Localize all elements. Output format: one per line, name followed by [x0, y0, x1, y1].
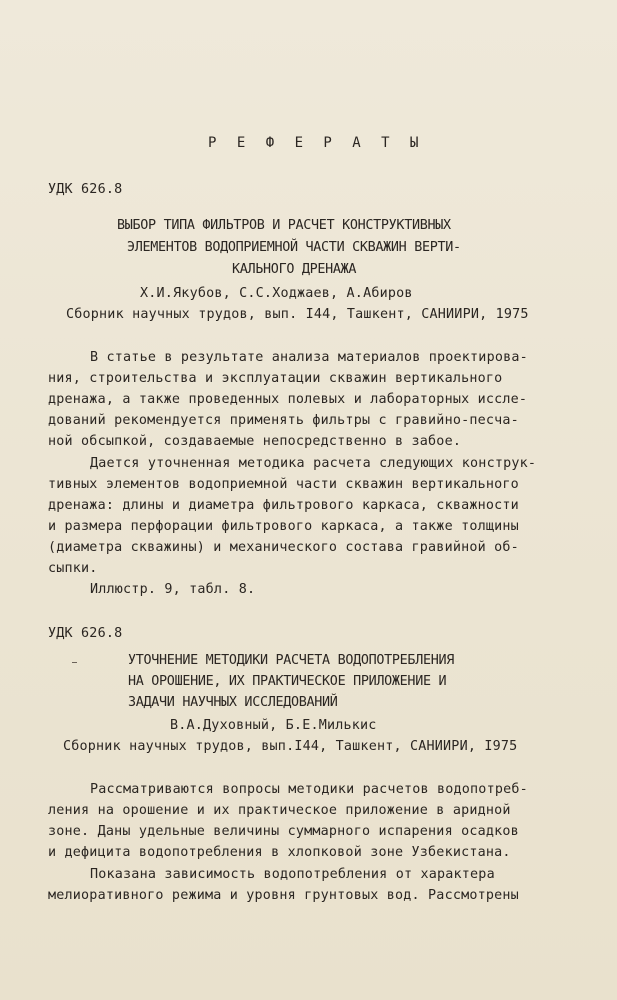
abstract-body-line: зоне. Даны удельные величины суммарного испарения осадков: [48, 824, 519, 839]
page-title: Р Е Ф Е Р А Т Ы: [208, 135, 425, 151]
abstract-body-line: В статье в результате анализа материалов проектирова-: [90, 350, 528, 365]
abstract-body-line: ной обсыпкой, создаваемые непосредственно в забое.: [48, 434, 462, 449]
abstract-body-line: Рассматриваются вопросы методики расчетов водопотреб-: [90, 782, 528, 797]
abstract-authors: В.А.Духовный, Б.Е.Милькис: [170, 718, 377, 733]
margin-mark: [72, 662, 77, 663]
abstract-body-line: дований рекомендуется применять фильтры с гравийно-песча-: [48, 413, 519, 428]
abstract-body-line: Дается уточненная методика расчета следующих конструк-: [90, 456, 537, 471]
abstract-body-line: (диаметра скважины) и механического состава гравийной об-: [48, 540, 519, 555]
abstract-body-line: сыпки.: [48, 561, 98, 576]
abstract-body-line: ния, строительства и эксплуатации скважин вертикального: [48, 371, 503, 386]
udk-code: УДК 626.8: [48, 626, 123, 641]
abstract-body-line: и размера перфорации фильтрового каркаса, а также толщины: [48, 519, 519, 534]
abstract-source: Сборник научных трудов, вып. I44, Ташкент, САНИИРИ, 1975: [66, 307, 529, 322]
abstract-body-line: тивных элементов водоприемной части скважин вертикального: [48, 477, 519, 492]
abstract-body-line: мелиоративного режима и уровня грунтовых вод. Рассмотрены: [48, 888, 519, 903]
abstract-body-line: ления на орошение и их практическое приложение в аридной: [48, 803, 511, 818]
abstract-body-line: дренажа, а также проведенных полевых и лабораторных иссле-: [48, 392, 528, 407]
abstract-title-line: ВЫБОР ТИПА ФИЛЬТРОВ И РАСЧЕТ КОНСТРУКТИВНЫХ: [117, 218, 451, 233]
abstract-body-line: и дефицита водопотребления в хлопковой зоне Узбекистана.: [48, 845, 511, 860]
abstract-title-line: ЗАДАЧИ НАУЧНЫХ ИССЛЕДОВАНИЙ: [128, 695, 338, 710]
abstract-authors: Х.И.Якубов, С.С.Ходжаев, А.Абиров: [140, 286, 413, 301]
abstract-title-line: ЭЛЕМЕНТОВ ВОДОПРИЕМНОЙ ЧАСТИ СКВАЖИН ВЕРТИ-: [127, 240, 461, 255]
abstract-title-line: УТОЧНЕНИЕ МЕТОДИКИ РАСЧЕТА ВОДОПОТРЕБЛЕНИЯ: [128, 653, 454, 668]
abstract-body-line: Показана зависимость водопотребления от характера: [90, 867, 495, 882]
udk-code: УДК 626.8: [48, 182, 123, 197]
abstract-source: Сборник научных трудов, вып.I44, Ташкент, САНИИРИ, I975: [63, 739, 518, 754]
abstract-title-line: КАЛЬНОГО ДРЕНАЖА: [232, 262, 357, 277]
abstract-title-line: НА ОРОШЕНИЕ, ИХ ПРАКТИЧЕСКОЕ ПРИЛОЖЕНИЕ И: [128, 674, 447, 689]
abstract-illustrations: Иллюстр. 9, табл. 8.: [90, 582, 256, 597]
abstract-body-line: дренажа: длины и диаметра фильтрового каркаса, скважности: [48, 498, 519, 513]
